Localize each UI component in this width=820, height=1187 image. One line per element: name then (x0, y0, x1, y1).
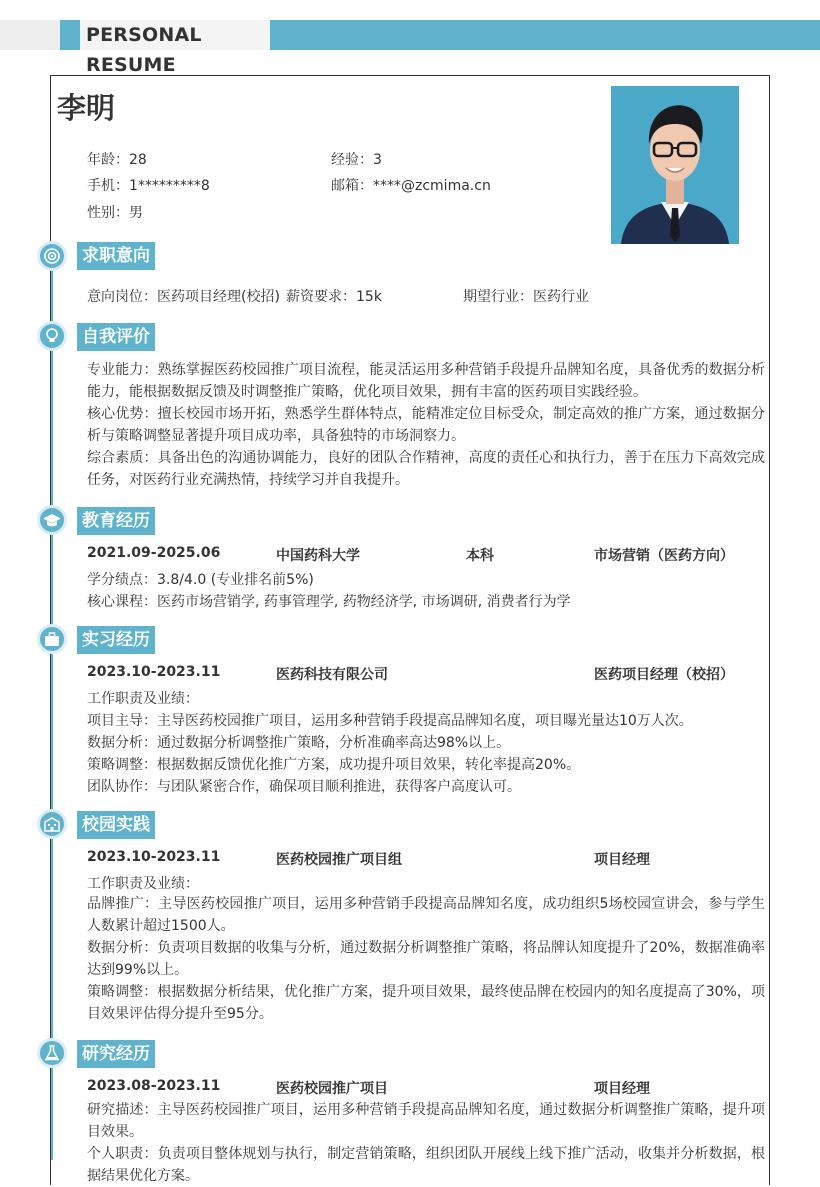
experience-label: 经验： (331, 152, 373, 168)
internship-line: 数据分析：通过数据分析调整推广策略，分析准确率高达98%以上。 (87, 735, 511, 751)
education-date: 2021.09-2025.06 (87, 545, 221, 561)
campus-role: 项目经理 (594, 852, 650, 868)
email-row (331, 175, 491, 195)
campus-org: 医药校园推广项目组 (276, 852, 402, 868)
gender-row (87, 202, 143, 222)
self-eval-paragraph: 专业能力：熟练掌握医药校园推广项目流程，能灵活运用多种营销手段提升品牌知名度，具备优秀的数据分析能力，能根据数据反馈及时调整推广策略，优化项目效果，拥有丰富的医药项目实践经验。 (87, 362, 765, 400)
candidate-name: 李明 (57, 91, 116, 125)
timeline-line (51, 256, 53, 1160)
banner-accent-bar (270, 20, 820, 50)
gender-label: 性别： (87, 205, 129, 221)
research-date: 2023.08-2023.11 (87, 1078, 221, 1094)
internship-line: 团队协作：与团队紧密合作，确保项目顺利推进，获得客户高度认可。 (87, 779, 521, 795)
internship-role: 医药项目经理（校招） (594, 667, 734, 683)
education-gpa: 学分绩点：3.8/4.0 (专业排名前5%) (87, 572, 314, 588)
research-paragraph: 研究描述：主导医药校园推广项目，运用多种营销手段提高品牌知名度，通过数据分析调整推广策略，提升项目效果。 (87, 1102, 765, 1140)
intent-salary: 薪资要求：15k (286, 289, 382, 305)
campus-intro: 工作职责及业绩： (87, 876, 199, 892)
section-title-intent: 求职意向 (77, 242, 155, 270)
campus-paragraph: 数据分析：负责项目数据的收集与分析，通过数据分析调整推广策略，将品牌认知度提升了20%，数据准确率达到99%以上。 (87, 940, 765, 978)
self-eval-paragraph: 综合素质：具备出色的沟通协调能力，良好的团队合作精神，高度的责任心和执行力，善于在压力下高效完成任务，对医药行业充满热情，持续学习并自我提升。 (87, 450, 765, 488)
campus-paragraph: 策略调整：根据数据分析结果，优化推广方案，提升项目效果，最终使品牌在校园内的知名度提高了30%，项目效果评估得分提升至95分。 (87, 984, 765, 1022)
banner-accent-square (60, 20, 80, 50)
resume-banner-title: PERSONAL RESUME (80, 20, 270, 50)
research-role: 项目经理 (594, 1081, 650, 1097)
education-courses: 核心课程：医药市场营销学, 药事管理学, 药物经济学, 市场调研, 消费者行为学 (87, 594, 571, 610)
banner-left-block (0, 20, 60, 50)
education-school: 中国药科大学 (276, 548, 360, 564)
self-eval-paragraph: 核心优势：擅长校园市场开拓，熟悉学生群体特点，能精准定位目标受众，制定高效的推广方案，通过数据分析与策略调整显著提升项目成功率，具备独特的市场洞察力。 (87, 406, 765, 444)
profile-photo-illustration (611, 86, 739, 244)
section-title-education: 教育经历 (77, 507, 155, 535)
lightbulb-icon (37, 321, 67, 351)
section-title-research: 研究经历 (77, 1040, 155, 1068)
experience-row (331, 149, 382, 169)
age-row (87, 149, 147, 169)
section-title-campus: 校园实践 (77, 811, 155, 839)
gender-value: 男 (129, 205, 143, 221)
internship-line: 工作职责及业绩： (87, 691, 199, 707)
flask-icon (37, 1038, 67, 1068)
campus-date: 2023.10-2023.11 (87, 849, 221, 865)
internship-line: 策略调整：根据数据反馈优化推广方案，成功提升项目效果，转化率提高20%。 (87, 757, 581, 773)
section-title-internship: 实习经历 (77, 626, 155, 654)
building-icon (37, 809, 67, 839)
internship-date: 2023.10-2023.11 (87, 664, 221, 680)
research-paragraph: 个人职责：负责项目整体规划与执行，制定营销策略，组织团队开展线上线下推广活动，收集并分析数据，根据结果优化方案。 (87, 1146, 765, 1184)
age-label: 年龄： (87, 152, 129, 168)
phone-label: 手机： (87, 178, 129, 194)
profile-photo (611, 86, 739, 244)
graduation-cap-icon (37, 505, 67, 535)
age-value: 28 (129, 152, 147, 168)
education-major: 市场营销（医药方向） (594, 548, 734, 564)
briefcase-icon (37, 624, 67, 654)
campus-paragraph: 品牌推广：主导医药校园推广项目，运用多种营销手段提高品牌知名度，成功组织5场校园宣讲会，参与学生人数累计超过1500人。 (87, 896, 765, 934)
internship-company: 医药科技有限公司 (276, 667, 388, 683)
phone-row (87, 175, 210, 195)
section-title-self-eval: 自我评价 (77, 323, 155, 351)
internship-line: 项目主导：主导医药校园推广项目，运用多种营销手段提高品牌知名度，项目曝光量达10万人次。 (87, 713, 693, 729)
intent-position: 意向岗位：医药项目经理(校招) (87, 289, 280, 305)
intent-industry: 期望行业：医药行业 (463, 289, 589, 305)
experience-value: 3 (373, 152, 382, 168)
education-degree: 本科 (466, 548, 494, 564)
target-icon (37, 241, 67, 271)
phone-value: 1*********8 (129, 178, 210, 194)
email-value: ****@zcmima.cn (373, 178, 491, 194)
research-project: 医药校园推广项目 (276, 1081, 388, 1097)
email-label: 邮箱： (331, 178, 373, 194)
